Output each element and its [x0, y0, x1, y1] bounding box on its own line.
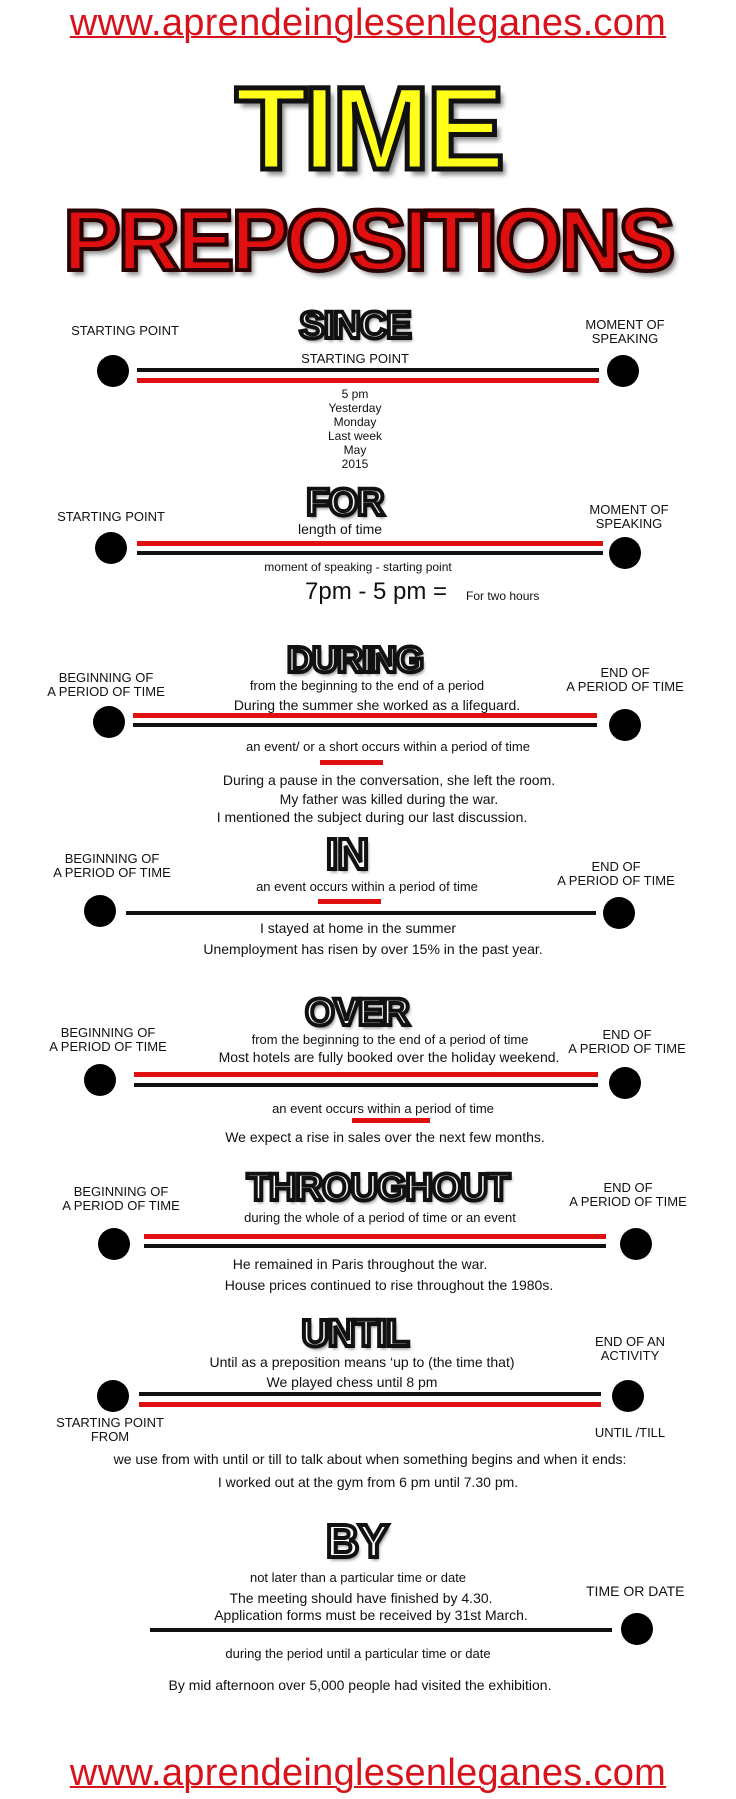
since-start-dot [97, 355, 129, 387]
over-end-dot [609, 1067, 641, 1099]
in-start-dot [84, 895, 116, 927]
until-end-dot [612, 1380, 644, 1412]
since-example: Yesterday [328, 401, 382, 415]
over-black-line [134, 1083, 598, 1087]
since-example: May [343, 443, 367, 457]
until-black-line [139, 1392, 601, 1396]
in-left-label: BEGINNING OF A PERIOD OF TIME [53, 851, 171, 881]
in-end-dot [603, 897, 635, 929]
since-left-label: STARTING POINT [71, 323, 179, 338]
during-end-dot [609, 709, 641, 741]
by-example: The meeting should have finished by 4.30. [229, 1590, 493, 1606]
throughout-end-dot [620, 1228, 652, 1260]
throughout-left-label: BEGINNING OF A PERIOD OF TIME [62, 1184, 180, 1214]
over-example-2: We expect a rise in sales over the next few months. [225, 1129, 545, 1145]
by-end-dot [621, 1613, 653, 1645]
since-example: Monday [333, 415, 377, 429]
during-heading: DURING [287, 639, 423, 680]
title-time: TIME [235, 63, 501, 195]
over-heading: OVER [305, 992, 409, 1034]
by-right-label: TIME OR DATE [586, 1583, 685, 1599]
over-definition: from the beginning to the end of a period of time [251, 1032, 529, 1047]
until-example-2: I worked out at the gym from 6 pm until 7.30 pm. [217, 1474, 519, 1490]
in-heading: IN [326, 830, 368, 879]
since-end-dot [607, 355, 639, 387]
for-red-line [137, 541, 603, 546]
by-example-2: By mid afternoon over 5,000 people had visited the exhibition. [168, 1677, 552, 1693]
for-heading: FOR [306, 482, 384, 524]
during-example: During a pause in the conversation, she left the room. [222, 772, 556, 788]
over-left-label: BEGINNING OF A PERIOD OF TIME [49, 1025, 167, 1055]
throughout-right-label: END OF A PERIOD OF TIME [569, 1180, 687, 1210]
over-definition-2: an event occurs within a period of time [272, 1101, 494, 1116]
until-note: we use from with until or till to talk about when something begins and when it ends: [113, 1451, 627, 1467]
during-left-label: BEGINNING OF A PERIOD OF TIME [47, 670, 165, 700]
during-black-line [133, 723, 597, 727]
in-example: I stayed at home in the summer [259, 920, 457, 936]
throughout-red-line [144, 1234, 606, 1239]
in-example: Unemployment has risen by over 15% in the past year. [203, 941, 543, 957]
during-definition-2: an event/ or a short occurs within a period of time [246, 739, 530, 754]
over-red-line [134, 1072, 598, 1077]
during-example-1: During the summer she worked as a lifeguard. [233, 697, 521, 713]
by-definition: not later than a particular time or date [249, 1570, 467, 1585]
by-black-line [150, 1628, 612, 1632]
since-example: 2015 [341, 457, 369, 471]
until-right-bottom-label: UNTIL /TILL [594, 1425, 666, 1440]
for-formula-note: moment of speaking - starting point [264, 560, 452, 574]
during-example: My father was killed during the war. [279, 791, 499, 807]
until-example-1: We played chess until 8 pm [266, 1374, 438, 1390]
during-short-event-marker [320, 760, 383, 765]
site-url-bottom[interactable]: www.aprendeinglesenleganes.com [69, 1752, 667, 1794]
over-event-marker [352, 1118, 430, 1123]
throughout-black-line [144, 1244, 606, 1248]
for-end-dot [609, 537, 641, 569]
during-example: I mentioned the subject during our last discussion. [216, 809, 528, 825]
in-right-label: END OF A PERIOD OF TIME [557, 859, 675, 889]
for-left-label: STARTING POINT [57, 509, 165, 524]
during-right-label: END OF A PERIOD OF TIME [566, 665, 684, 695]
during-start-dot [93, 706, 125, 738]
for-definition: length of time [297, 521, 383, 537]
throughout-start-dot [98, 1228, 130, 1260]
in-definition: an event occurs within a period of time [256, 879, 478, 894]
since-example: 5 pm [341, 387, 369, 401]
since-mid-label: STARTING POINT [301, 351, 409, 366]
until-heading: UNTIL [301, 1313, 409, 1355]
since-example-list [295, 387, 415, 471]
until-left-bottom-label: STARTING POINT FROM [56, 1415, 164, 1445]
for-start-dot [95, 532, 127, 564]
during-definition: from the beginning to the end of a period [249, 678, 485, 693]
by-heading: BY [326, 1515, 388, 1567]
until-right-label: END OF AN ACTIVITY [594, 1334, 666, 1364]
since-black-line [137, 368, 599, 372]
since-right-label: MOMENT OF SPEAKING [585, 317, 665, 347]
throughout-definition: during the whole of a period of time or an event [244, 1210, 516, 1225]
throughout-heading: THROUGHOUT [246, 1167, 510, 1209]
for-black-line [137, 551, 603, 555]
for-right-label: MOMENT OF SPEAKING [589, 502, 669, 532]
since-red-line [137, 378, 599, 383]
title-prepositions: PREPOSITIONS [63, 193, 673, 289]
site-url-top[interactable]: www.aprendeinglesenleganes.com [69, 2, 667, 44]
throughout-example: House prices continued to rise throughout the 1980s. [224, 1277, 554, 1293]
until-definition: Until as a preposition means ‘up to (the time that) [209, 1354, 515, 1370]
by-example: Application forms must be received by 31st March. [214, 1607, 528, 1623]
in-black-line [126, 911, 596, 915]
over-right-label: END OF A PERIOD OF TIME [568, 1027, 686, 1057]
since-heading: SINCE [299, 305, 411, 347]
over-example-1: Most hotels are fully booked over the holiday weekend. [218, 1049, 560, 1065]
by-definition-2: during the period until a particular time or date [225, 1646, 491, 1661]
until-start-dot [97, 1380, 129, 1412]
for-equation-result: For two hours [466, 589, 540, 603]
in-event-marker [318, 899, 381, 904]
during-red-line [133, 713, 597, 718]
throughout-example: He remained in Paris throughout the war. [232, 1256, 488, 1272]
since-example: Last week [327, 429, 383, 443]
over-start-dot [84, 1064, 116, 1096]
for-equation: 7pm - 5 pm = [305, 578, 448, 605]
until-red-line [139, 1402, 601, 1407]
